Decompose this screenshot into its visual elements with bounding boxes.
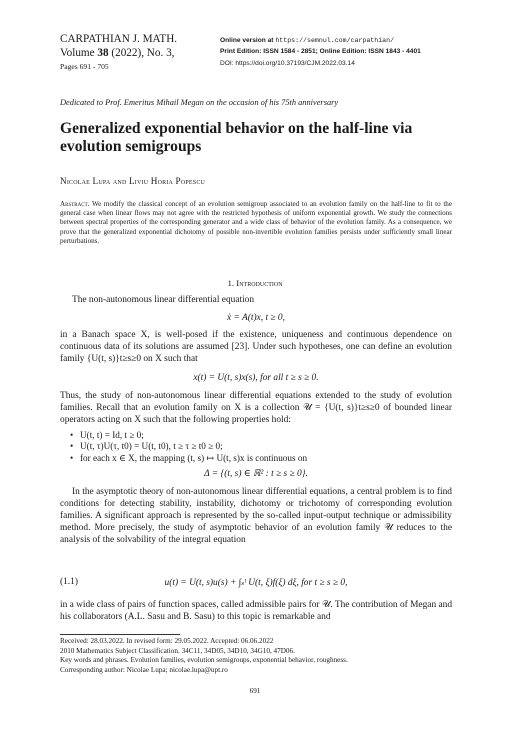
list-item: • for each x ∈ X, the mapping (t, s) ↦ U(t, s)x is continuous on	[70, 452, 308, 463]
list-item: • U(t, t) = Id, t ≥ 0;	[70, 430, 144, 440]
journal-name: CARPATHIAN J. MATH.	[60, 33, 178, 45]
paragraph-wellposed: in a Banach space X, is well-posed if the existence, uniqueness and continuous dependence on continuous data of its solutions are assumed [23]. Under such hypotheses, one can define an evolution family {U(t, s)}t≥s≥0 on X such that	[60, 330, 452, 364]
paragraph-asymptotic: In the asymptotic theory of non-autonomous linear differential equations, a central problem is to find conditions for detecting stability, instability, dichotomy or trichotomy of corresponding evolution families. A significant approach is represented by the so-called input-output technique or admissibility method. More precisely, the study of asymptotic behavior of an evolution family 𝒰 reduces to the analysis of the solvability of the integral equation	[60, 487, 452, 545]
footnote-divider	[60, 634, 180, 635]
msc-classification: 2010 Mathematics Subject Classification. 34C11, 34D05, 34D10, 34G10, 47D06.	[60, 646, 295, 655]
journal-header	[60, 33, 177, 74]
equation-solution: x(t) = U(t, s)x(s), for all t ≥ s ≥ 0.	[193, 373, 319, 383]
dedication: Dedicated to Prof. Emeritus Mihail Megan on the occasion of his 75th anniversary	[60, 98, 339, 107]
equation-delta: Δ = {(t, s) ∈ ℝ² : t ≥ s ≥ 0}.	[204, 469, 308, 479]
online-url-link[interactable]: https://semnul.com/carpathian/	[275, 37, 395, 44]
pages-range: Pages 691 - 705	[60, 62, 109, 71]
paragraph-admissible: in a wide class of pairs of function spaces, called admissible pairs for 𝒰. The contribution of Megan and his collaborators (A.L. Sasu and B. Sasu) to this topic is remarkable and	[60, 600, 453, 622]
paragraph-evolution-family: Thus, the study of non-autonomous linear differential equations extended to the study of evolution families. Recall that an evolution family on X is a collection 𝒰 = {U(t, s)}t≥s≥0 of bounded linear operators acting on X such that the following properties hold:	[60, 391, 452, 425]
corresponding-author: Corresponding author: Nicolae Lupa; nicolae.lupa@upt.ro	[60, 665, 228, 674]
authors: Nicolae Lupa and Liviu Horia Popescu	[60, 176, 206, 186]
online-version: Online version at https://semnul.com/carpathian/	[220, 37, 395, 44]
doi-link[interactable]: DOI: https://doi.org/10.37193/CJM.2022.03.14	[220, 59, 355, 67]
footnotes	[60, 637, 348, 675]
print-edition: Print Edition: ISSN 1584 - 2851; Online Edition: ISSN 1843 - 4401	[220, 48, 421, 56]
equation-ode: ẋ = A(t)x, t ≥ 0,	[227, 313, 285, 323]
equation-integral: u(t) = U(t, s)u(s) + ∫ₛᵗ U(t, ξ)f(ξ) dξ, for t ≥ s ≥ 0,	[164, 578, 348, 588]
abstract	[60, 200, 452, 246]
equation-number: (1.1)	[60, 577, 78, 587]
paragraph-intro: The non-autonomous linear differential equation	[72, 295, 255, 305]
list-item: • U(t, τ)U(τ, t0) = U(t, t0), t ≥ τ ≥ t0 ≥ 0;	[70, 441, 223, 452]
received-dates: Received: 28.03.2022. In revised form: 29.05.2022. Accepted: 06.06.2022	[60, 637, 274, 645]
section-heading: 1. Introduction	[227, 278, 283, 288]
edition-info	[220, 35, 421, 69]
property-list	[70, 430, 308, 464]
volume-line: Volume 38 (2022), No. 3,	[60, 46, 175, 59]
keywords: Key words and phrases. Evolution families, evolution semigroups, exponential behavior, roughness.	[60, 656, 348, 665]
abstract-text: We modify the classical concept of an evolution semigroup associated to an evolution family on the half-line to fit to the general case when linear flows may not agree with the restricted hypothesis of uniform exponential growth. We study the connections between spectral properties of the corresponding generator and a wide class of behavior of the evolution family. As a consequence, we prove that the generalized exponential dichotomy of possible non-invertible evolution families persists under sufficiently small linear perturbations.	[60, 200, 452, 245]
paper-title: Generalized exponential behavior on the half-line via evolution semigroups	[60, 120, 413, 155]
page-number: 691	[249, 687, 261, 695]
abstract-label: Abstract.	[60, 200, 90, 208]
